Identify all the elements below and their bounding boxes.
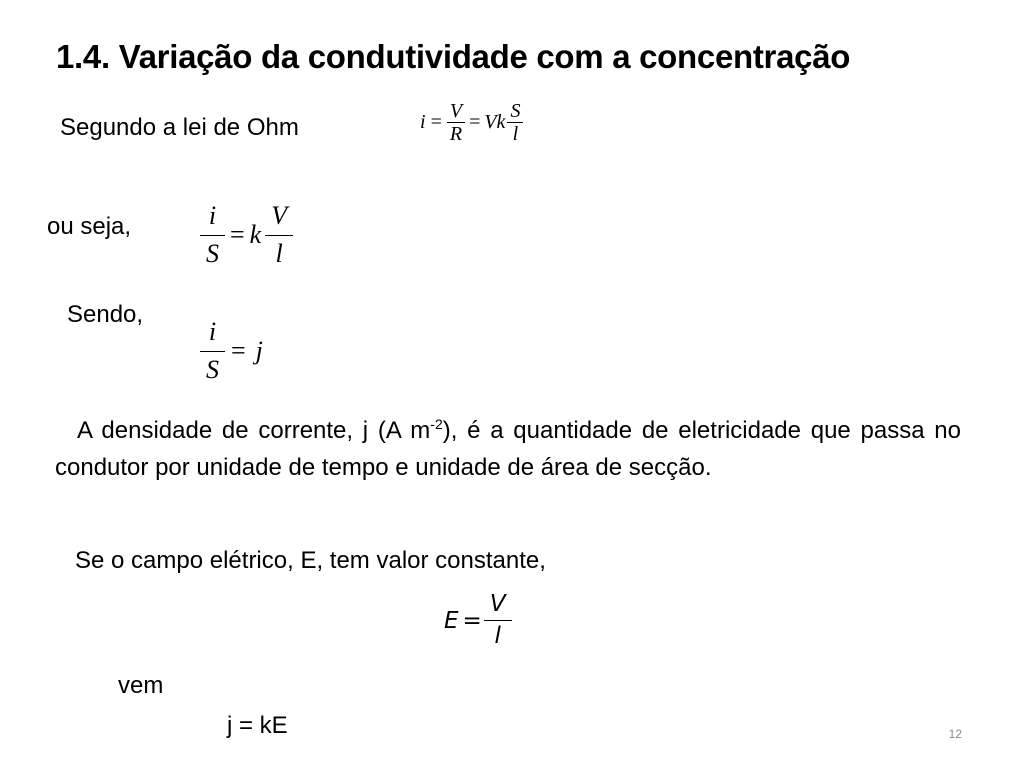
- electric-field-equation: [444, 592, 512, 650]
- vem-label: vem: [118, 672, 164, 699]
- sendo-label: Sendo,: [67, 301, 144, 328]
- eq-equals: =: [462, 607, 482, 634]
- current-density-equation: [200, 202, 293, 268]
- paragraph-part2: ), é a quantidade de eletricidade que passa no condutor por unidade de tempo e unidade de área de secção.: [55, 417, 961, 481]
- unit-exponent: -2: [430, 416, 443, 432]
- fraction-i-over-s: [200, 318, 225, 384]
- eq-equals: =: [231, 336, 246, 366]
- eq-equals: =: [230, 220, 245, 250]
- campo-eletrico-label: Se o campo elétrico, E, tem valor constante,: [75, 547, 546, 574]
- slide-title: 1.4. Variação da condutividade com a concentração: [56, 38, 851, 75]
- fraction-bar: [200, 351, 225, 352]
- numerator-v: V: [449, 100, 463, 122]
- page-number: 12: [948, 727, 962, 741]
- eq-term-vk: Vk: [484, 111, 506, 133]
- eq-equals: =: [430, 111, 442, 133]
- ohm-law-equation: [420, 100, 523, 145]
- numerator-v: V: [489, 591, 506, 617]
- eq-var-j: j: [255, 336, 263, 366]
- fraction-s-over-l: [507, 100, 523, 145]
- j-definition-equation: [200, 318, 263, 384]
- eq-var-k: k: [249, 220, 262, 250]
- numerator-s: S: [510, 100, 521, 122]
- fraction-i-over-s: [200, 202, 225, 268]
- ohm-law-label: Segundo a lei de Ohm: [60, 114, 299, 141]
- eq-equals: =: [469, 111, 481, 133]
- current-density-paragraph: [55, 412, 961, 486]
- denominator-l: l: [494, 623, 501, 650]
- denominator-r: R: [449, 123, 463, 145]
- fraction-bar: [265, 235, 293, 236]
- denominator-s: S: [206, 238, 219, 268]
- eq-var-e: E: [444, 607, 459, 634]
- result-equation: j = kE: [227, 712, 288, 739]
- paragraph-part1: A densidade de corrente, j (A m: [77, 417, 431, 444]
- fraction-bar: [200, 235, 225, 236]
- fraction-v-over-l: [484, 592, 512, 650]
- eq-var-i: i: [420, 111, 426, 133]
- numerator-i: i: [208, 317, 217, 346]
- ou-seja-label: ou seja,: [47, 213, 132, 240]
- denominator-l: l: [275, 238, 283, 268]
- numerator-v: V: [271, 201, 288, 230]
- denominator-s: S: [206, 354, 219, 384]
- fraction-v-over-r: [447, 100, 465, 145]
- denominator-l: l: [512, 123, 519, 145]
- fraction-bar: [484, 620, 512, 621]
- fraction-v-over-l: [265, 202, 293, 268]
- numerator-i: i: [208, 201, 217, 230]
